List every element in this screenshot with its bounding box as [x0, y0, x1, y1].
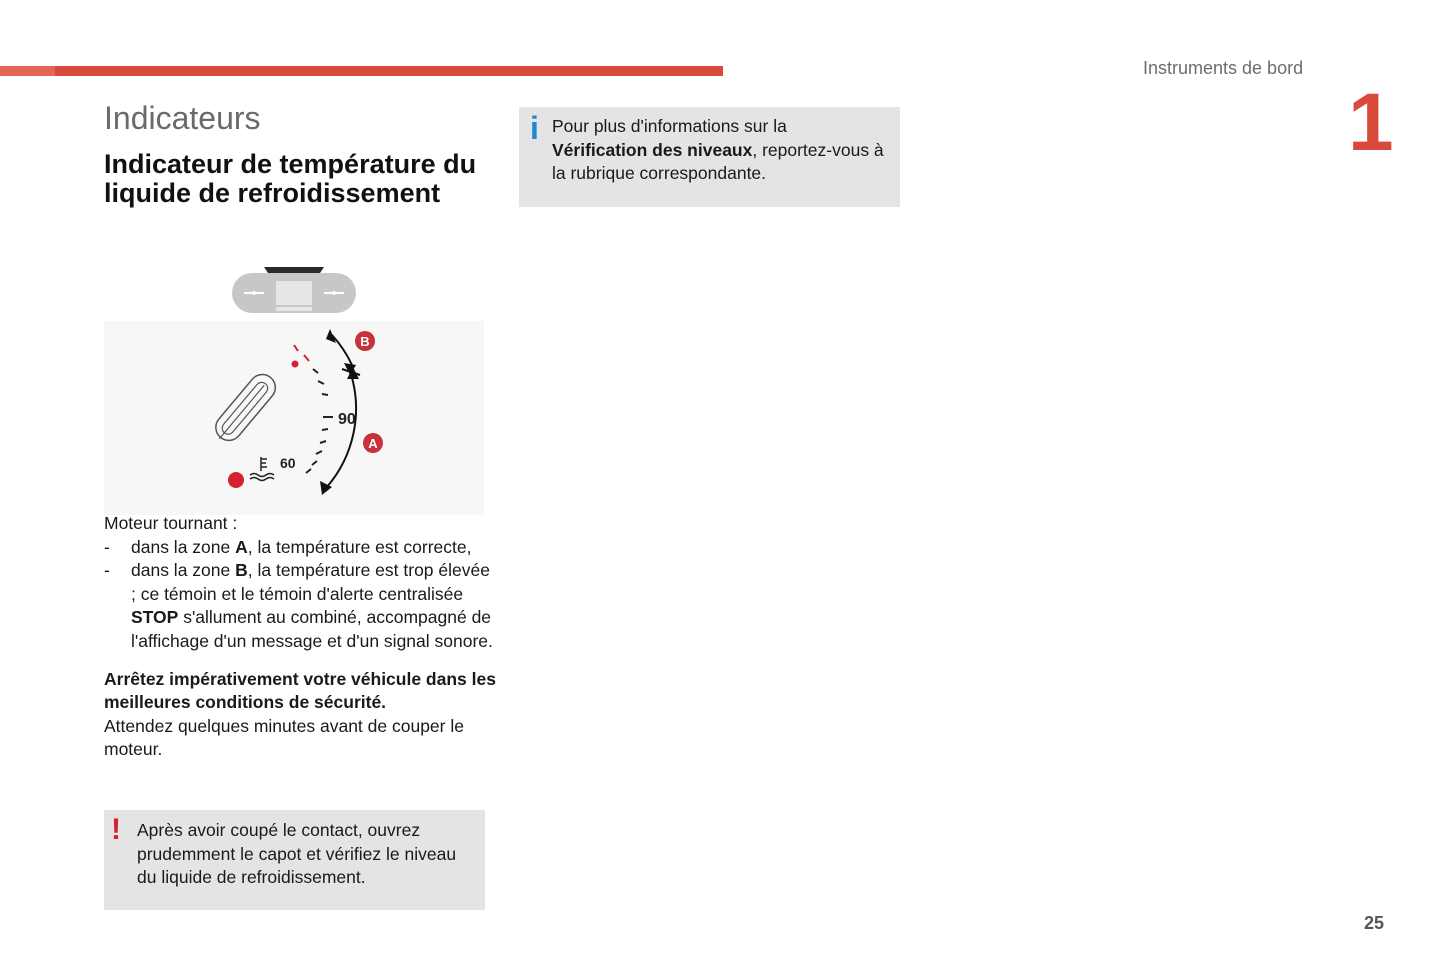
safety-paragraph: [104, 668, 496, 762]
intro-text: Moteur tournant :: [104, 513, 238, 533]
gauge-label-60: 60: [280, 455, 296, 471]
info-note-box: [519, 107, 900, 207]
warning-exclamation-icon: !: [111, 813, 121, 846]
header-accent-bar: [0, 66, 723, 76]
text-span: , la température est trop élevée ; ce témoin et le témoin d'alerte centralisée: [131, 560, 490, 604]
header-accent-bar-light: [0, 66, 55, 76]
body-text: [104, 512, 496, 762]
safety-bold: Arrêtez impérativement votre véhicule dans les meilleures conditions de sécurité.: [104, 668, 496, 713]
instrument-cluster-icon: [232, 267, 356, 313]
warning-note-box: [104, 810, 485, 910]
list-item-zone-a: [104, 536, 496, 560]
chapter-title: Instruments de bord: [1143, 58, 1304, 78]
text-span: s'allument au combiné, accompagné de l'affichage d'un message et d'un signal sonore.: [131, 607, 493, 651]
zone-b-label: B: [360, 334, 370, 349]
section-heading: Indicateurs: [104, 100, 261, 136]
stop-bold: STOP: [131, 607, 179, 628]
zone-list: [104, 536, 496, 654]
text-span: dans la zone: [131, 536, 236, 557]
info-text-pre: Pour plus d'informations sur la: [552, 116, 787, 136]
safety-text: Attendez quelques minutes avant de couper le moteur.: [104, 715, 464, 760]
sub-heading: Indicateur de température du liquide de refroidissement: [104, 149, 477, 208]
zone-a-label: A: [368, 436, 378, 451]
text-span: dans la zone: [131, 560, 236, 581]
chapter-number: 1: [1348, 77, 1394, 168]
info-text-post: , reportez-vous à la rubrique correspondante.: [552, 139, 884, 184]
list-dash: -: [104, 560, 110, 581]
page-number: 25: [1364, 913, 1385, 933]
gauge-label-90: 90: [338, 411, 356, 428]
warning-note-text: Après avoir coupé le contact, ouvrez prudemment le capot et vérifiez le niveau du liquide de refroidissement.: [137, 820, 457, 888]
list-dash: -: [104, 536, 110, 557]
info-text-bold: Vérification des niveaux: [552, 139, 753, 160]
zone-b-bold: B: [235, 560, 248, 581]
coolant-gauge-figure: [104, 255, 484, 515]
info-icon: i: [530, 110, 539, 146]
zone-a-bold: A: [235, 536, 248, 557]
alert-indicator-dot: [228, 472, 244, 488]
gauge-red-dot: [292, 361, 299, 368]
text-span: , la température est correcte,: [247, 536, 472, 557]
list-item-zone-b: [104, 559, 496, 653]
